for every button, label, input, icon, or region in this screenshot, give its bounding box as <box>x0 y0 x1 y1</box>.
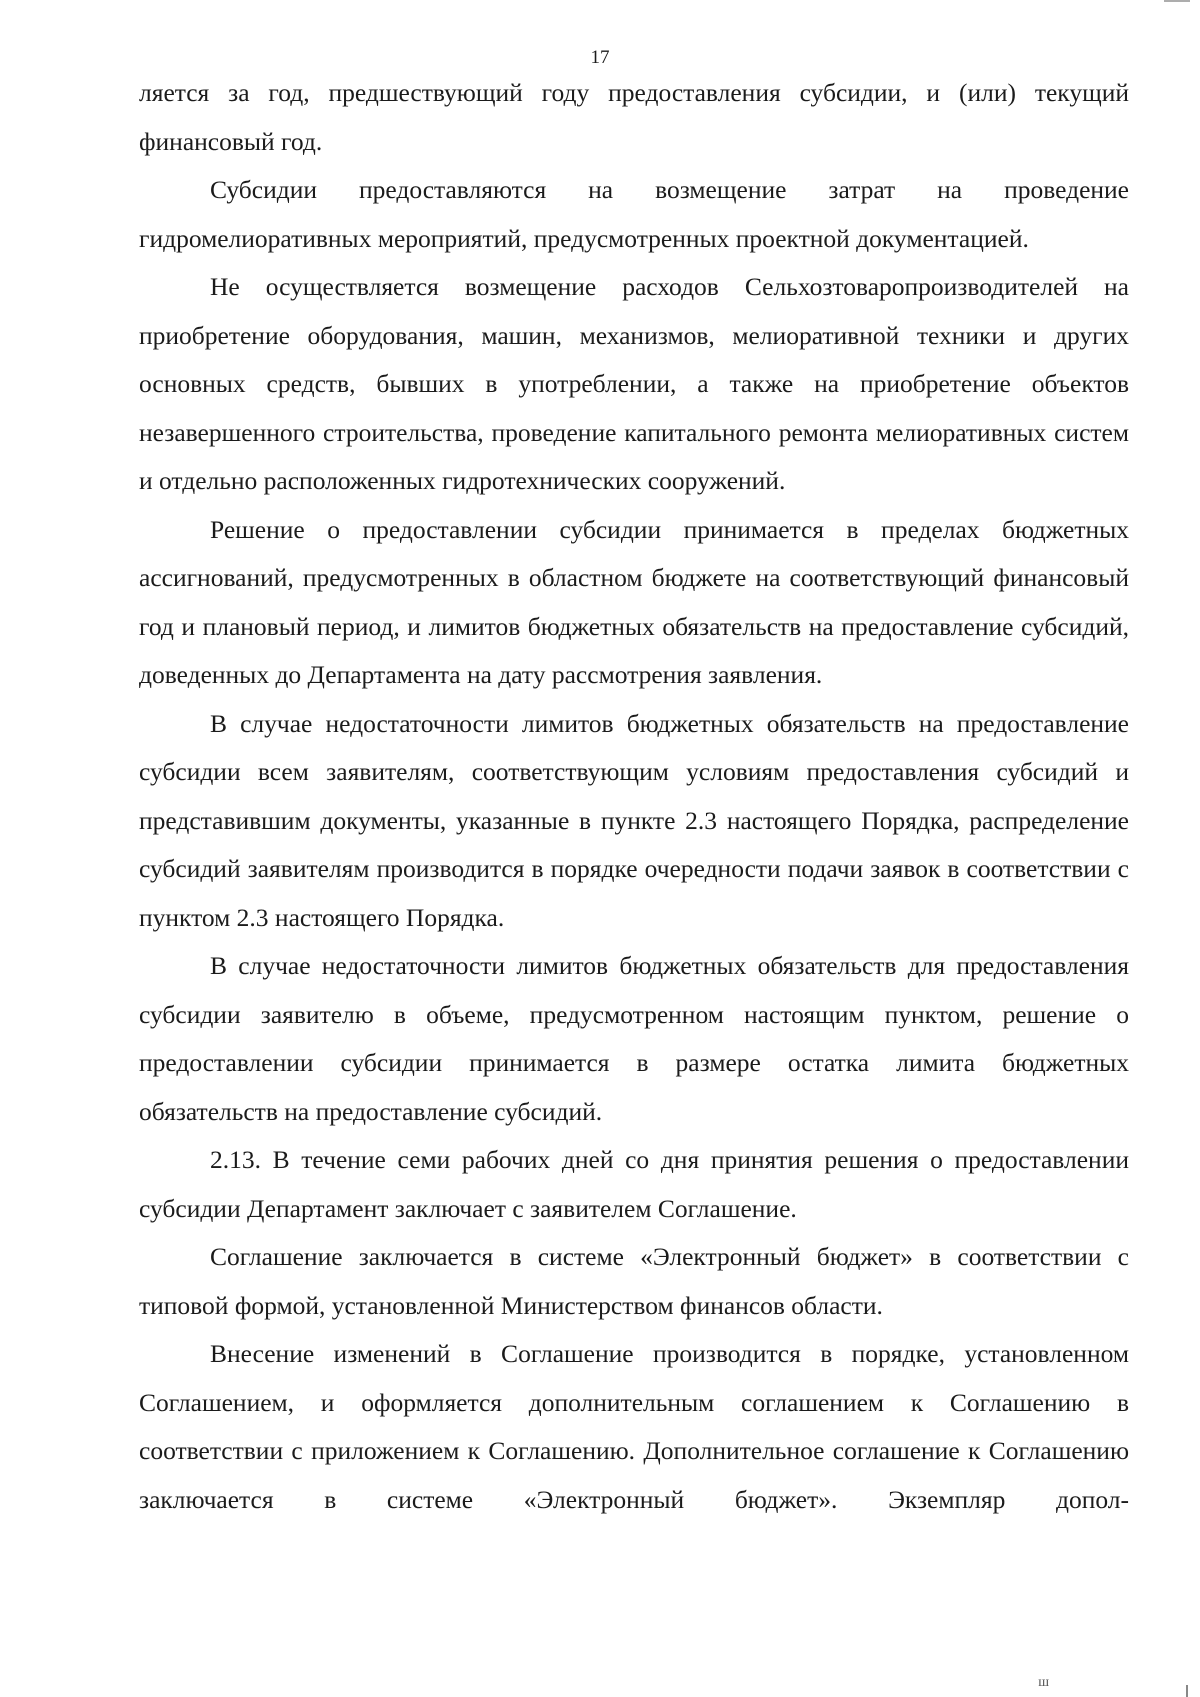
scan-edge-mark-bottom <box>1186 1685 1188 1697</box>
scan-edge-mark <box>1164 0 1190 2</box>
paragraph-agreement-amendments: Внесение изменений в Соглашение производится в порядке, установленном Соглашением, и оформляется дополнительным соглашением к Соглашению в соответствии с приложением к Соглашению. Дополнительное соглашение к Соглашению заключается в системе «Электронный бюджет». Экземпляр допол- <box>139 1339 1129 1514</box>
paragraph-clause-2-13: 2.13. В течение семи рабочих дней со дня принятия решения о предоставлении субсидии Департамент заключает с заявителем Соглашение. <box>139 1145 1129 1223</box>
paragraph-insufficient-limits-all: В случае недостаточности лимитов бюджетных обязательств на предоставление субсидии всем заявителям, соответствующим условиям предоставления субсидий и представившим документы, указанные в пункте 2.3 настоящего Порядка, распределение субсидий заявителям производится в порядке очередности подачи заявок в соответствии с пунктом 2.3 настоящего Порядка. <box>139 708 1129 932</box>
paragraph-no-reimbursement: Не осуществляется возмещение расходов Сельхозтоваропроизводителей на приобретение оборудования, машин, механизмов, мелиоративной техники и других основных средств, бывших в употреблении, а также на приобретение объектов незавершенного строительства, проведение капитального ремонта мелиоративных систем и отдельно расположенных гидротехнических сооружений. <box>139 272 1129 495</box>
footer-mark: ш <box>1038 1675 1050 1690</box>
paragraph-subsidy-purpose: Субсидии предоставляются на возмещение затрат на проведение гидромелиоративных мероприятий, предусмотренных проектной документацией. <box>139 175 1129 253</box>
page-number: 17 <box>590 47 610 68</box>
paragraph-decision-limits: Решение о предоставлении субсидии принимается в пределах бюджетных ассигнований, предусмотренных в областном бюджете на соответствующий финансовый год и плановый период, и лимитов бюджетных обязательств на предоставление субсидий, доведенных до Департамента на дату рассмотрения заявления. <box>139 514 1129 689</box>
paragraph-continuation: ляется за год, предшествующий году предоставления субсидии, и (или) текущий финансовый год. <box>139 78 1129 156</box>
paragraph-agreement-system: Соглашение заключается в системе «Электронный бюджет» в соответствии с типовой формой, установленной Министерством финансов области. <box>139 1242 1129 1320</box>
document-body <box>139 69 1129 1524</box>
paragraph-insufficient-limits-applicant: В случае недостаточности лимитов бюджетных обязательств для предоставления субсидии заявителю в объеме, предусмотренном настоящим пунктом, решение о предоставлении субсидии принимается в размере остатка лимита бюджетных обязательств на предоставление субсидий. <box>139 951 1129 1126</box>
